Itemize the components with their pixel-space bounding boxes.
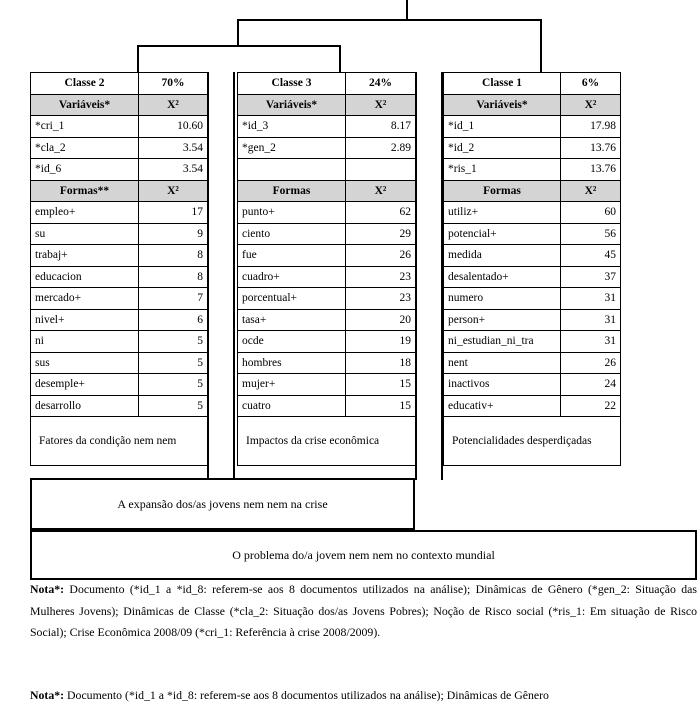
note-text: Documento (*id_1 a *id_8: referem-se aos 8 documentos utilizados na análise); Dinâmicas de Gênero <box>64 688 549 702</box>
form-label: cuatro <box>238 395 346 417</box>
tree-root-line <box>406 0 408 20</box>
form-label: cuadro+ <box>238 266 346 288</box>
class-pct: 24% <box>346 73 416 95</box>
class-name: Classe 3 <box>238 73 346 95</box>
var-label: *cri_1 <box>31 116 139 138</box>
var-value: 8.17 <box>346 116 416 138</box>
form-value: 15 <box>346 374 416 396</box>
form-value: 17 <box>139 202 208 224</box>
var-label: *id_3 <box>238 116 346 138</box>
var-value: 3.54 <box>139 137 208 159</box>
var-label: *id_6 <box>31 159 139 181</box>
var-label <box>238 159 346 181</box>
chi-header: X² <box>561 180 621 202</box>
form-label: tasa+ <box>238 309 346 331</box>
form-label: hombres <box>238 352 346 374</box>
form-label: sus <box>31 352 139 374</box>
var-value: 17.98 <box>561 116 621 138</box>
tree-mid-bar <box>137 45 341 47</box>
form-label: potencial+ <box>444 223 561 245</box>
form-value: 62 <box>346 202 416 224</box>
tree-top-bar <box>237 19 542 21</box>
class-title: Potencialidades desperdiçadas <box>444 417 621 466</box>
form-label: numero <box>444 288 561 310</box>
form-value: 31 <box>561 331 621 353</box>
form-label: inactivos <box>444 374 561 396</box>
form-value: 23 <box>346 266 416 288</box>
form-label: medida <box>444 245 561 267</box>
class-name: Classe 2 <box>31 73 139 95</box>
form-value: 8 <box>139 266 208 288</box>
class-1-table <box>443 72 621 466</box>
form-value: 24 <box>561 374 621 396</box>
tree-class2-drop <box>137 45 139 72</box>
form-value: 29 <box>346 223 416 245</box>
form-value: 45 <box>561 245 621 267</box>
form-label: su <box>31 223 139 245</box>
form-value: 5 <box>139 331 208 353</box>
forms-header: Formas <box>238 180 346 202</box>
vars-header: Variáveis* <box>444 94 561 116</box>
form-label: ciento <box>238 223 346 245</box>
form-value: 5 <box>139 352 208 374</box>
chi-header: X² <box>346 94 416 116</box>
form-label: empleo+ <box>31 202 139 224</box>
form-value: 5 <box>139 395 208 417</box>
note-label: Nota*: <box>30 688 65 702</box>
form-value: 26 <box>346 245 416 267</box>
middle-summary-text: A expansão dos/as jovens nem nem na crise <box>117 496 328 511</box>
form-label: utiliz+ <box>444 202 561 224</box>
bottom-summary-box <box>30 530 697 580</box>
var-value: 13.76 <box>561 159 621 181</box>
chi-header: X² <box>561 94 621 116</box>
class-title: Impactos da crise econômica <box>238 417 416 466</box>
middle-summary-box <box>30 478 415 530</box>
var-value: 3.54 <box>139 159 208 181</box>
form-label: ni_estudian_ni_tra <box>444 331 561 353</box>
form-label: trabaj+ <box>31 245 139 267</box>
form-label: nivel+ <box>31 309 139 331</box>
form-label: mercado+ <box>31 288 139 310</box>
tree-right-drop <box>540 19 542 72</box>
note-text: Documento (*id_1 a *id_8: referem-se aos 8 documentos utilizados na análise); Dinâmicas de Gênero (*gen_2: Situação das Mulheres Jovens); Dinâmicas de Classe (*cla_2: Situação dos/as Jovens Pobres); Noção de Risco social (*ris_1: Em situação de Risco Social); Crise Econômica 2008/09 (*cri_1: Referência à crise 2008/2009). <box>30 582 697 639</box>
tree-left-drop <box>237 19 239 46</box>
var-value: 2.89 <box>346 137 416 159</box>
var-value: 10.60 <box>139 116 208 138</box>
connector-bar-left <box>207 72 235 480</box>
note-label: Nota*: <box>30 582 65 596</box>
form-value: 6 <box>139 309 208 331</box>
forms-header: Formas** <box>31 180 139 202</box>
vars-header: Variáveis* <box>31 94 139 116</box>
class-2-table <box>30 72 208 466</box>
form-value: 22 <box>561 395 621 417</box>
var-label: *cla_2 <box>31 137 139 159</box>
form-value: 19 <box>346 331 416 353</box>
form-label: porcentual+ <box>238 288 346 310</box>
form-value: 5 <box>139 374 208 396</box>
class-pct: 70% <box>139 73 208 95</box>
tree-class3-drop <box>339 45 341 72</box>
class-title: Fatores da condição nem nem <box>31 417 208 466</box>
connector-bar-right <box>415 72 443 480</box>
form-value: 23 <box>346 288 416 310</box>
form-value: 20 <box>346 309 416 331</box>
class-pct: 6% <box>561 73 621 95</box>
form-label: desalentado+ <box>444 266 561 288</box>
form-label: ni <box>31 331 139 353</box>
chi-header: X² <box>139 180 208 202</box>
form-label: nent <box>444 352 561 374</box>
chi-header: X² <box>346 180 416 202</box>
vars-header: Variáveis* <box>238 94 346 116</box>
form-value: 9 <box>139 223 208 245</box>
var-label: *id_2 <box>444 137 561 159</box>
form-value: 56 <box>561 223 621 245</box>
form-value: 37 <box>561 266 621 288</box>
form-label: fue <box>238 245 346 267</box>
var-value <box>346 159 416 181</box>
form-value: 15 <box>346 395 416 417</box>
chi-header: X² <box>139 94 208 116</box>
form-value: 60 <box>561 202 621 224</box>
form-label: person+ <box>444 309 561 331</box>
form-value: 7 <box>139 288 208 310</box>
form-value: 26 <box>561 352 621 374</box>
forms-header: Formas <box>444 180 561 202</box>
var-value: 13.76 <box>561 137 621 159</box>
form-label: punto+ <box>238 202 346 224</box>
form-value: 31 <box>561 288 621 310</box>
bottom-summary-text: O problema do/a jovem nem nem no contexto mundial <box>232 547 495 562</box>
form-label: mujer+ <box>238 374 346 396</box>
var-label: *gen_2 <box>238 137 346 159</box>
note-1 <box>30 579 697 644</box>
form-label: educativ+ <box>444 395 561 417</box>
form-value: 8 <box>139 245 208 267</box>
form-label: desemple+ <box>31 374 139 396</box>
form-label: educacion <box>31 266 139 288</box>
class-3-table <box>237 72 416 466</box>
form-label: ocde <box>238 331 346 353</box>
var-label: *ris_1 <box>444 159 561 181</box>
var-label: *id_1 <box>444 116 561 138</box>
form-value: 31 <box>561 309 621 331</box>
form-value: 18 <box>346 352 416 374</box>
note-2 <box>30 685 697 707</box>
class-name: Classe 1 <box>444 73 561 95</box>
form-label: desarrollo <box>31 395 139 417</box>
